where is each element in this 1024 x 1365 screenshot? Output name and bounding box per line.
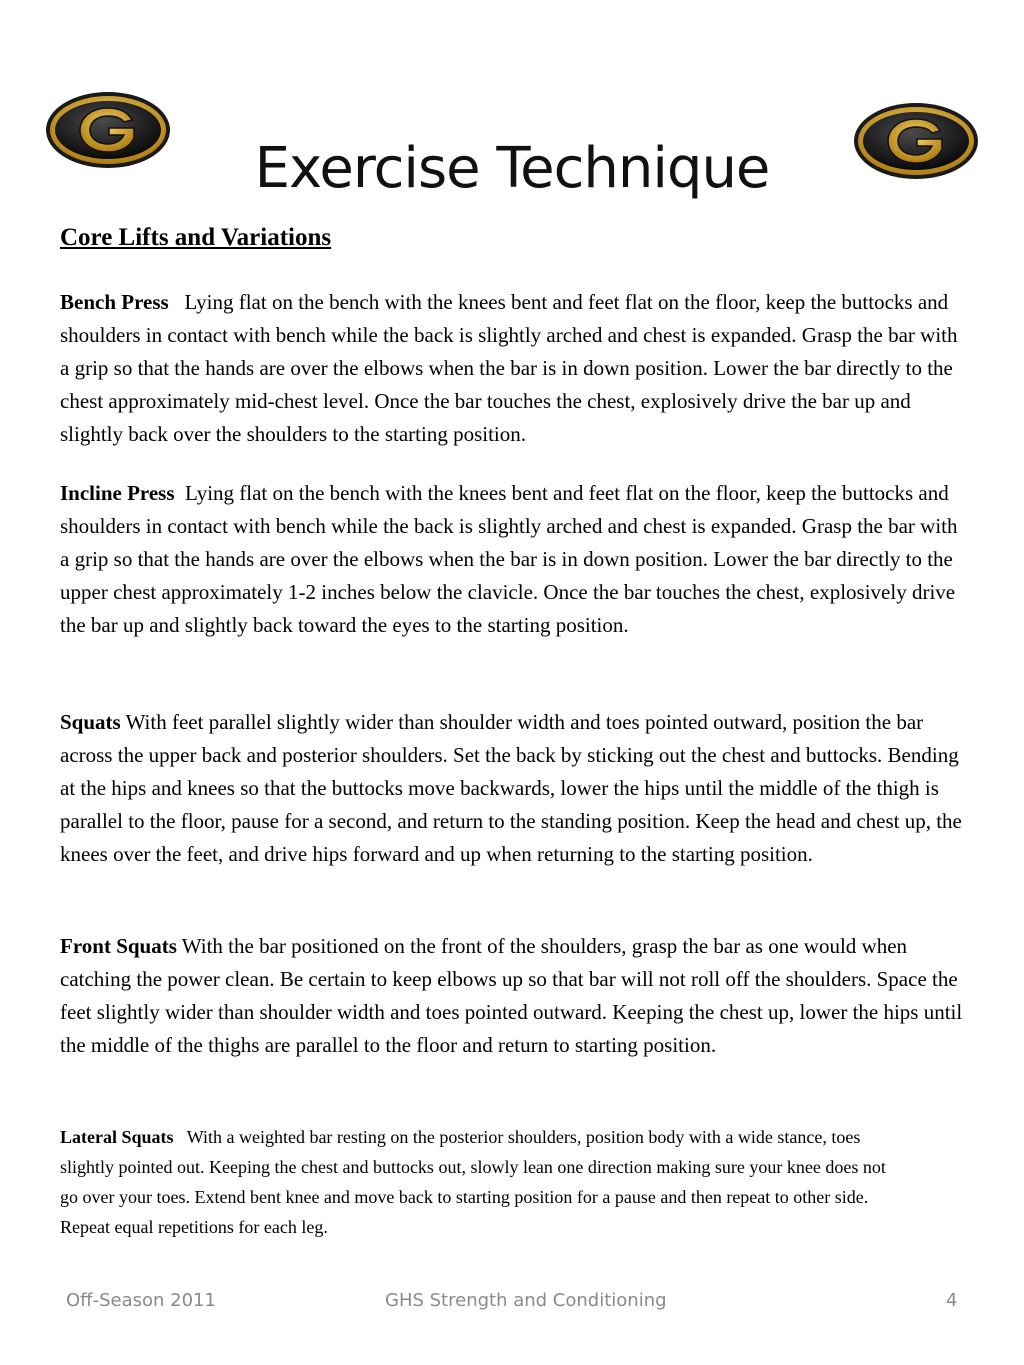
exercise-bench-press [60, 286, 965, 451]
exercise-description: Lying flat on the bench with the knees bent and feet flat on the floor, keep the buttocks and shoulders in contact with bench while the back is slightly arched and chest is expanded. Grasp the bar with a grip so that the hands are over the elbows when the bar is in down position. Lower the bar directly to the upper chest approximately 1-2 inches below the clavicle. Once the bar touches the chest, explosively drive the bar up and slightly back toward the eyes to the starting position. [60, 481, 958, 637]
exercise-description: With the bar positioned on the front of the shoulders, grasp the bar as one would when catching the power clean. Be certain to keep elbows up so that bar will not roll off the shoulders. Space the feet slightly wider than shoulder width and toes pointed outward. Keeping the chest up, lower the hips until the middle of the thighs are parallel to the floor and return to starting position. [60, 934, 963, 1057]
page-number: 4 [946, 1290, 958, 1311]
exercise-name: Lateral Squats [60, 1127, 174, 1147]
exercise-name: Bench Press [60, 290, 169, 314]
footer-season: Off-Season 2011 [66, 1290, 216, 1311]
exercise-description: Lying flat on the bench with the knees bent and feet flat on the floor, keep the buttocks and shoulders in contact with bench while the back is slightly arched and chest is expanded. Grasp the bar with a grip so that the hands are over the elbows when the bar is in down position. Lower the bar directly to the chest approximately mid-chest level. Once the bar touches the chest, explosively drive the bar up and slightly back over the shoulders to the starting position. [60, 290, 958, 446]
exercise-description: With a weighted bar resting on the posterior shoulders, position body with a wide stance, toes slightly pointed out. Keeping the chest and buttocks out, slowly lean one direction making sure your knee does not go over your toes. Extend bent knee and move back to starting position for a pause and then repeat to other side. Repeat equal repetitions for each leg. [60, 1127, 886, 1237]
footer-program: GHS Strength and Conditioning [385, 1290, 667, 1311]
exercise-name: Front Squats [60, 934, 177, 958]
exercise-squats [60, 706, 965, 871]
exercise-name: Incline Press [60, 481, 175, 505]
exercise-front-squats [60, 930, 965, 1062]
exercise-lateral-squats [60, 1122, 895, 1242]
section-heading: Core Lifts and Variations [60, 224, 332, 251]
page-title: Exercise Technique [254, 136, 770, 201]
exercise-name: Squats [60, 710, 121, 734]
exercise-incline-press [60, 477, 965, 642]
exercise-description: With feet parallel slightly wider than shoulder width and toes pointed outward, position the bar across the upper back and posterior shoulders. Set the back by sticking out the chest and buttocks. Bending at the hips and knees so that the buttocks move backwards, lower the hips until the middle of the thigh is parallel to the floor, pause for a second, and return to the standing position. Keep the head and chest up, the knees over the feet, and drive hips forward and up when returning to the starting position. [60, 710, 962, 866]
